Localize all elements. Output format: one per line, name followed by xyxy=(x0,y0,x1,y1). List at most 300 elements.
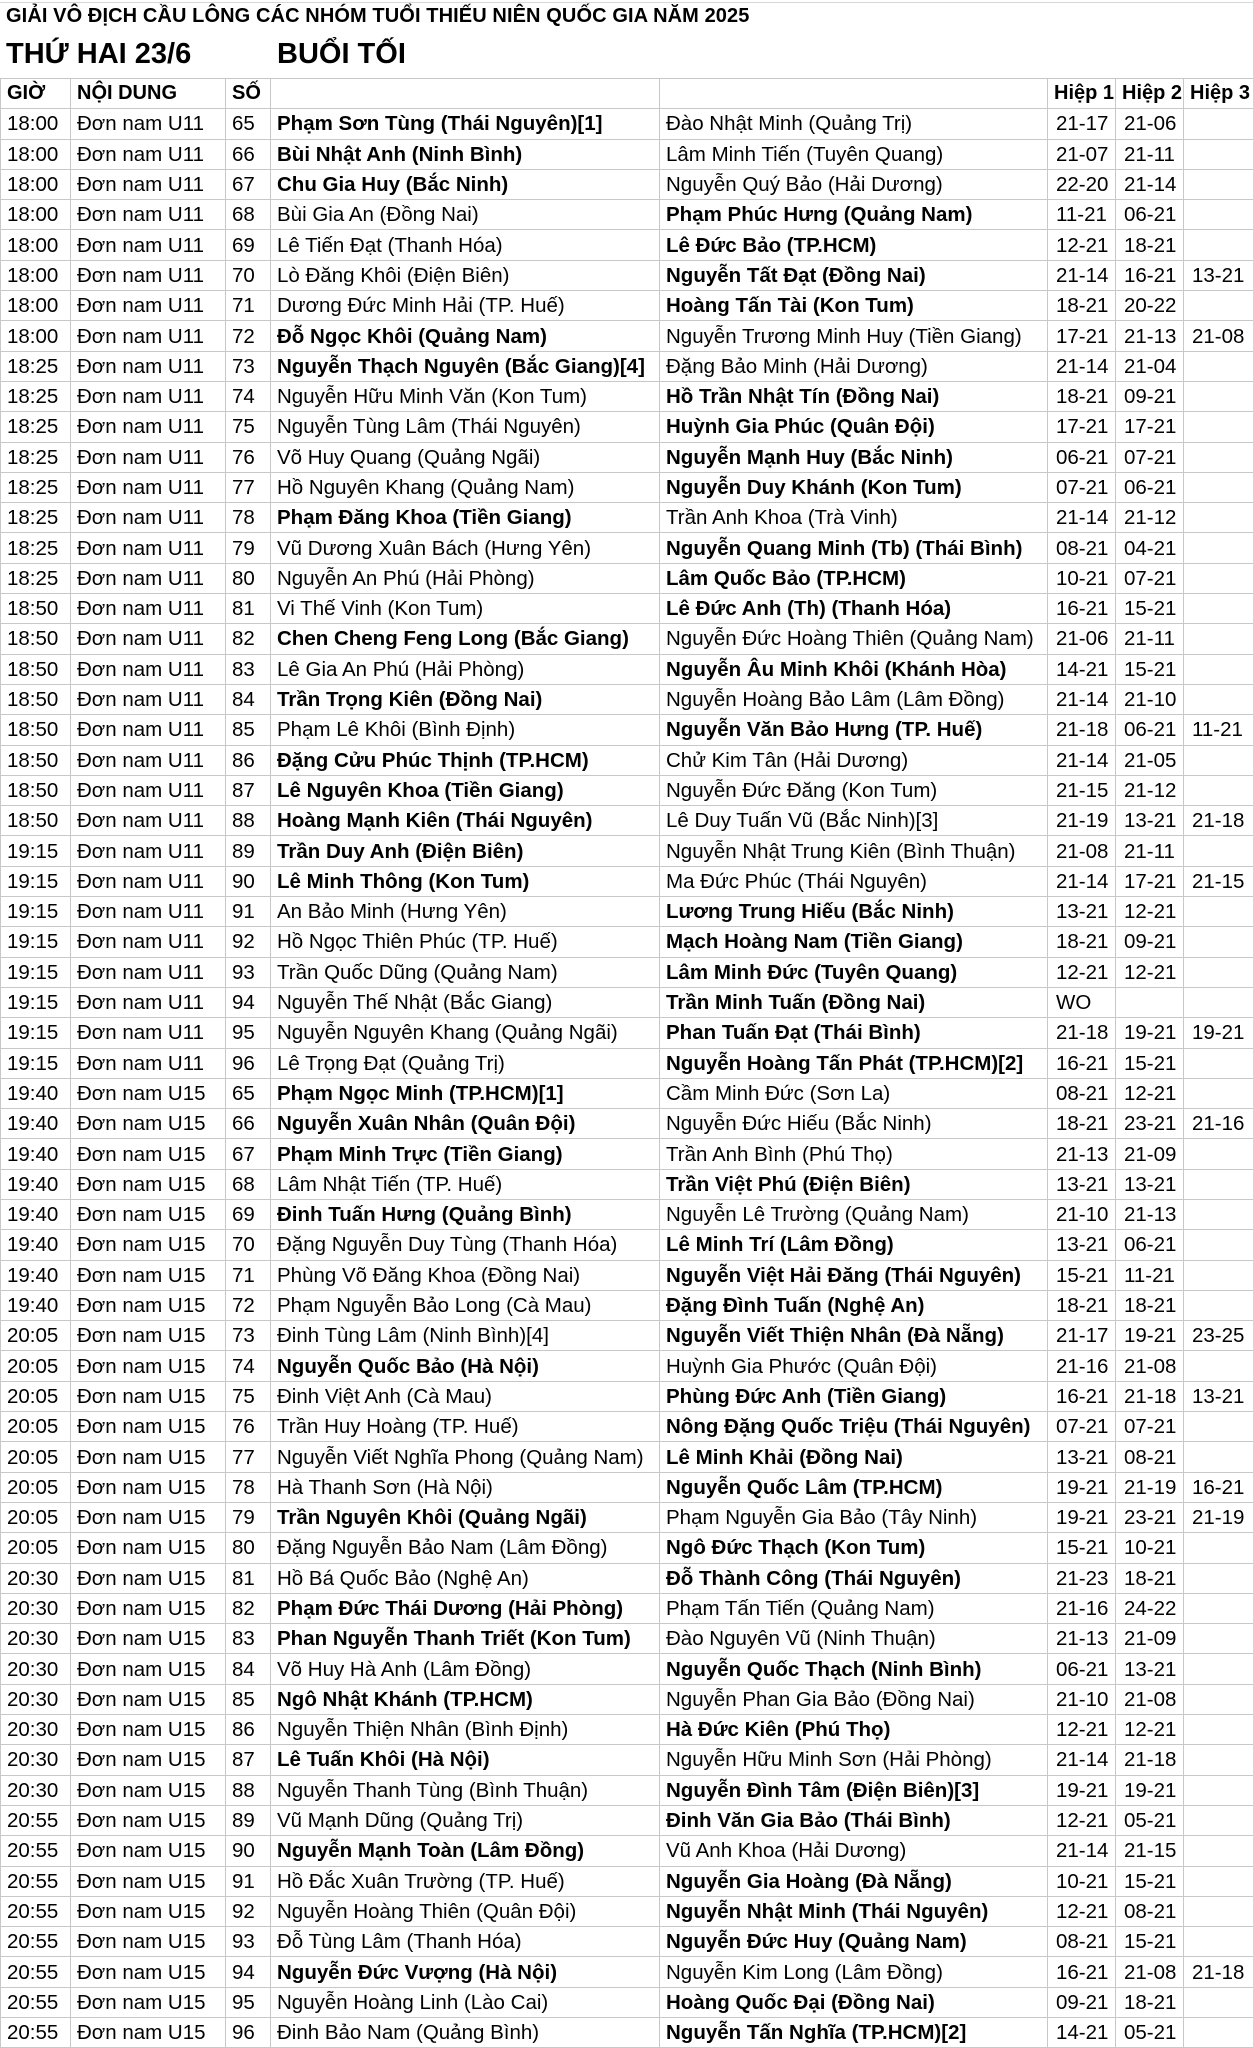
set2-score: 19-21 xyxy=(1116,1018,1184,1048)
match-time: 18:50 xyxy=(1,806,71,836)
match-time: 20:05 xyxy=(1,1442,71,1472)
match-number: 67 xyxy=(226,169,271,199)
set2-score: 21-08 xyxy=(1116,1351,1184,1381)
set1-score: 21-16 xyxy=(1048,1593,1116,1623)
match-time: 18:00 xyxy=(1,291,71,321)
set2-score: 08-21 xyxy=(1116,1896,1184,1926)
match-time: 20:30 xyxy=(1,1593,71,1623)
player2-name: Lê Minh Trí (Lâm Đồng) xyxy=(660,1230,1048,1260)
match-time: 20:05 xyxy=(1,1412,71,1442)
set3-score xyxy=(1184,2018,1253,2048)
match-time: 19:40 xyxy=(1,1109,71,1139)
match-number: 72 xyxy=(226,321,271,351)
player2-name: Lê Đức Anh (Th) (Thanh Hóa) xyxy=(660,594,1048,624)
player2-name: Trần Anh Khoa (Trà Vinh) xyxy=(660,503,1048,533)
set1-score: 08-21 xyxy=(1048,533,1116,563)
match-number: 80 xyxy=(226,563,271,593)
match-event: Đơn nam U15 xyxy=(71,1805,226,1835)
set3-score xyxy=(1184,987,1253,1017)
match-number: 92 xyxy=(226,927,271,957)
set3-score xyxy=(1184,442,1253,472)
match-time: 19:15 xyxy=(1,897,71,927)
player2-name: Nguyễn Kim Long (Lâm Đồng) xyxy=(660,1957,1048,1987)
set2-score: 04-21 xyxy=(1116,533,1184,563)
set1-score: 09-21 xyxy=(1048,1987,1116,2017)
match-time: 20:30 xyxy=(1,1715,71,1745)
set2-score: 07-21 xyxy=(1116,1412,1184,1442)
player1-name: Trần Quốc Dũng (Quảng Nam) xyxy=(271,957,660,987)
table-row xyxy=(1,139,1253,169)
set3-score xyxy=(1184,1715,1253,1745)
player1-name: Hồ Ngọc Thiên Phúc (TP. Huế) xyxy=(271,927,660,957)
player2-name: Lâm Quốc Bảo (TP.HCM) xyxy=(660,563,1048,593)
set2-score: 13-21 xyxy=(1116,1169,1184,1199)
match-number: 91 xyxy=(226,1866,271,1896)
match-number: 83 xyxy=(226,654,271,684)
match-time: 20:05 xyxy=(1,1533,71,1563)
match-event: Đơn nam U11 xyxy=(71,1018,226,1048)
match-number: 91 xyxy=(226,897,271,927)
table-row xyxy=(1,1109,1253,1139)
set2-score: 21-05 xyxy=(1116,745,1184,775)
player1-name: Phạm Sơn Tùng (Thái Nguyên)[1] xyxy=(271,109,660,139)
match-time: 18:50 xyxy=(1,624,71,654)
match-number: 88 xyxy=(226,1775,271,1805)
match-number: 77 xyxy=(226,1442,271,1472)
match-number: 93 xyxy=(226,1927,271,1957)
set1-score: 22-20 xyxy=(1048,169,1116,199)
match-event: Đơn nam U11 xyxy=(71,381,226,411)
set3-score: 19-21 xyxy=(1184,1018,1253,1048)
table-row xyxy=(1,563,1253,593)
set1-score: 18-21 xyxy=(1048,381,1116,411)
match-event: Đơn nam U11 xyxy=(71,684,226,714)
match-time: 18:25 xyxy=(1,442,71,472)
player2-name: Hồ Trần Nhật Tín (Đồng Nai) xyxy=(660,381,1048,411)
set3-score: 11-21 xyxy=(1184,715,1253,745)
set3-score xyxy=(1184,291,1253,321)
table-row xyxy=(1,1321,1253,1351)
set3-score xyxy=(1184,594,1253,624)
match-event: Đơn nam U15 xyxy=(71,1836,226,1866)
set3-score: 21-16 xyxy=(1184,1109,1253,1139)
set1-score: 12-21 xyxy=(1048,1896,1116,1926)
set2-score: 06-21 xyxy=(1116,1230,1184,1260)
match-number: 87 xyxy=(226,775,271,805)
player1-name: Lê Gia An Phú (Hải Phòng) xyxy=(271,654,660,684)
match-number: 96 xyxy=(226,2018,271,2048)
set2-score: 16-21 xyxy=(1116,260,1184,290)
set3-score xyxy=(1184,684,1253,714)
set2-score: 21-13 xyxy=(1116,1199,1184,1229)
table-row xyxy=(1,1684,1253,1714)
player2-name: Nguyễn Hoàng Tấn Phát (TP.HCM)[2] xyxy=(660,1048,1048,1078)
player2-name: Nguyễn Quý Bảo (Hải Dương) xyxy=(660,169,1048,199)
match-number: 83 xyxy=(226,1624,271,1654)
table-row xyxy=(1,381,1253,411)
match-event: Đơn nam U11 xyxy=(71,260,226,290)
table-row xyxy=(1,412,1253,442)
match-event: Đơn nam U15 xyxy=(71,2018,226,2048)
table-row xyxy=(1,684,1253,714)
match-time: 19:15 xyxy=(1,1048,71,1078)
table-row xyxy=(1,1866,1253,1896)
match-event: Đơn nam U11 xyxy=(71,169,226,199)
player2-name: Đào Nhật Minh (Quảng Trị) xyxy=(660,109,1048,139)
set3-score xyxy=(1184,412,1253,442)
match-time: 20:30 xyxy=(1,1745,71,1775)
table-row xyxy=(1,866,1253,896)
set2-score: 21-09 xyxy=(1116,1624,1184,1654)
table-row xyxy=(1,1563,1253,1593)
set2-score: 23-21 xyxy=(1116,1502,1184,1532)
match-event: Đơn nam U15 xyxy=(71,1412,226,1442)
match-time: 18:00 xyxy=(1,230,71,260)
player1-name: Lò Đăng Khôi (Điện Biên) xyxy=(271,260,660,290)
set1-score: 21-10 xyxy=(1048,1684,1116,1714)
match-event: Đơn nam U15 xyxy=(71,1230,226,1260)
set1-score: 18-21 xyxy=(1048,291,1116,321)
set3-score: 16-21 xyxy=(1184,1472,1253,1502)
table-row xyxy=(1,1624,1253,1654)
table-row xyxy=(1,594,1253,624)
set1-score: 21-14 xyxy=(1048,745,1116,775)
player2-name: Nguyễn Việt Hải Đăng (Thái Nguyên) xyxy=(660,1260,1048,1290)
table-row xyxy=(1,654,1253,684)
match-event: Đơn nam U11 xyxy=(71,230,226,260)
match-number: 85 xyxy=(226,715,271,745)
set3-score xyxy=(1184,503,1253,533)
table-row xyxy=(1,1199,1253,1229)
player2-name: Ma Đức Phúc (Thái Nguyên) xyxy=(660,866,1048,896)
player2-name: Phạm Tấn Tiến (Quảng Nam) xyxy=(660,1593,1048,1623)
player1-name: Phan Nguyễn Thanh Triết (Kon Tum) xyxy=(271,1624,660,1654)
match-number: 84 xyxy=(226,684,271,714)
table-row xyxy=(1,1533,1253,1563)
table-row xyxy=(1,624,1253,654)
set3-score xyxy=(1184,200,1253,230)
player2-name: Nguyễn Phan Gia Bảo (Đồng Nai) xyxy=(660,1684,1048,1714)
player1-name: Võ Huy Quang (Quảng Ngãi) xyxy=(271,442,660,472)
set2-score: 19-21 xyxy=(1116,1775,1184,1805)
set2-score: 15-21 xyxy=(1116,1927,1184,1957)
set3-score xyxy=(1184,1836,1253,1866)
match-number: 96 xyxy=(226,1048,271,1078)
table-row xyxy=(1,1351,1253,1381)
player1-name: Lê Tiến Đạt (Thanh Hóa) xyxy=(271,230,660,260)
match-event: Đơn nam U11 xyxy=(71,291,226,321)
match-number: 71 xyxy=(226,1260,271,1290)
header-time: GIỜ xyxy=(1,79,71,109)
set3-score: 23-25 xyxy=(1184,1321,1253,1351)
match-event: Đơn nam U15 xyxy=(71,1745,226,1775)
player2-name: Nguyễn Tấn Nghĩa (TP.HCM)[2] xyxy=(660,2018,1048,2048)
match-time: 20:55 xyxy=(1,2018,71,2048)
table-row xyxy=(1,897,1253,927)
match-event: Đơn nam U15 xyxy=(71,1715,226,1745)
match-event: Đơn nam U15 xyxy=(71,1957,226,1987)
table-row xyxy=(1,1412,1253,1442)
player2-name: Huỳnh Gia Phúc (Quân Đội) xyxy=(660,412,1048,442)
match-event: Đơn nam U15 xyxy=(71,1260,226,1290)
table-row xyxy=(1,442,1253,472)
set3-score xyxy=(1184,1199,1253,1229)
set2-score: 21-12 xyxy=(1116,775,1184,805)
match-time: 19:40 xyxy=(1,1169,71,1199)
set1-score: 21-14 xyxy=(1048,1836,1116,1866)
player2-name: Lê Duy Tuấn Vũ (Bắc Ninh)[3] xyxy=(660,806,1048,836)
set1-score: 14-21 xyxy=(1048,2018,1116,2048)
player1-name: Lâm Nhật Tiến (TP. Huế) xyxy=(271,1169,660,1199)
player2-name: Nguyễn Nhật Minh (Thái Nguyên) xyxy=(660,1896,1048,1926)
set2-score: 05-21 xyxy=(1116,2018,1184,2048)
player1-name: Vi Thế Vinh (Kon Tum) xyxy=(271,594,660,624)
match-number: 75 xyxy=(226,1381,271,1411)
player2-name: Đặng Đình Tuấn (Nghệ An) xyxy=(660,1290,1048,1320)
set1-score: 08-21 xyxy=(1048,1927,1116,1957)
table-row xyxy=(1,1927,1253,1957)
set1-score: 17-21 xyxy=(1048,321,1116,351)
set2-score: 06-21 xyxy=(1116,200,1184,230)
match-event: Đơn nam U15 xyxy=(71,1654,226,1684)
table-row xyxy=(1,1896,1253,1926)
set1-score: 11-21 xyxy=(1048,200,1116,230)
player2-name: Nguyễn Gia Hoàng (Đà Nẵng) xyxy=(660,1866,1048,1896)
player1-name: Đỗ Ngọc Khôi (Quảng Nam) xyxy=(271,321,660,351)
match-time: 19:40 xyxy=(1,1290,71,1320)
set3-score xyxy=(1184,381,1253,411)
match-number: 84 xyxy=(226,1654,271,1684)
player2-name: Đinh Văn Gia Bảo (Thái Bình) xyxy=(660,1805,1048,1835)
tournament-title: GIẢI VÔ ĐỊCH CẦU LÔNG CÁC NHÓM TUỔI THIẾU NIÊN QUỐC GIA NĂM 2025 xyxy=(6,5,750,27)
table-row xyxy=(1,1654,1253,1684)
set2-score: 12-21 xyxy=(1116,957,1184,987)
match-number: 79 xyxy=(226,1502,271,1532)
player1-name: Đỗ Tùng Lâm (Thanh Hóa) xyxy=(271,1927,660,1957)
match-event: Đơn nam U15 xyxy=(71,1593,226,1623)
player2-name: Đặng Bảo Minh (Hải Dương) xyxy=(660,351,1048,381)
match-number: 86 xyxy=(226,745,271,775)
table-row xyxy=(1,1502,1253,1532)
table-row xyxy=(1,836,1253,866)
player1-name: Bùi Gia An (Đồng Nai) xyxy=(271,200,660,230)
set1-score: 18-21 xyxy=(1048,1290,1116,1320)
table-row xyxy=(1,1260,1253,1290)
player1-name: Nguyễn Quốc Bảo (Hà Nội) xyxy=(271,1351,660,1381)
player2-name: Ngô Đức Thạch (Kon Tum) xyxy=(660,1533,1048,1563)
match-event: Đơn nam U15 xyxy=(71,1563,226,1593)
player1-name: Nguyễn Hoàng Thiên (Quân Đội) xyxy=(271,1896,660,1926)
set2-score: 19-21 xyxy=(1116,1321,1184,1351)
player1-name: Nguyễn Mạnh Toàn (Lâm Đồng) xyxy=(271,1836,660,1866)
set3-score xyxy=(1184,897,1253,927)
set2-score: 21-08 xyxy=(1116,1957,1184,1987)
set2-score: 06-21 xyxy=(1116,715,1184,745)
set3-score xyxy=(1184,1654,1253,1684)
set2-score: 15-21 xyxy=(1116,594,1184,624)
match-time: 20:55 xyxy=(1,1957,71,1987)
table-row xyxy=(1,260,1253,290)
set3-score xyxy=(1184,1351,1253,1381)
match-time: 18:50 xyxy=(1,654,71,684)
table-row xyxy=(1,1745,1253,1775)
match-event: Đơn nam U11 xyxy=(71,624,226,654)
set1-score: 16-21 xyxy=(1048,1048,1116,1078)
match-event: Đơn nam U11 xyxy=(71,533,226,563)
table-row xyxy=(1,1018,1253,1048)
player1-name: Nguyễn Hoàng Linh (Lào Cai) xyxy=(271,1987,660,2017)
table-row xyxy=(1,987,1253,1017)
set2-score: 21-19 xyxy=(1116,1472,1184,1502)
match-time: 20:55 xyxy=(1,1987,71,2017)
player2-name: Lương Trung Hiếu (Bắc Ninh) xyxy=(660,897,1048,927)
set3-score xyxy=(1184,1775,1253,1805)
player1-name: Phạm Lê Khôi (Bình Định) xyxy=(271,715,660,745)
player1-name: Đinh Bảo Nam (Quảng Bình) xyxy=(271,2018,660,2048)
match-table xyxy=(0,78,1253,2048)
table-row xyxy=(1,1593,1253,1623)
player2-name: Lâm Minh Đức (Tuyên Quang) xyxy=(660,957,1048,987)
player2-name: Nguyễn Văn Bảo Hưng (TP. Huế) xyxy=(660,715,1048,745)
player2-name: Đào Nguyên Vũ (Ninh Thuận) xyxy=(660,1624,1048,1654)
set2-score: 21-14 xyxy=(1116,169,1184,199)
player1-name: Đinh Tuấn Hưng (Quảng Bình) xyxy=(271,1199,660,1229)
set3-score xyxy=(1184,624,1253,654)
table-row xyxy=(1,321,1253,351)
set1-score: 15-21 xyxy=(1048,1260,1116,1290)
set1-score: 07-21 xyxy=(1048,1412,1116,1442)
player2-name: Nguyễn Duy Khánh (Kon Tum) xyxy=(660,472,1048,502)
set1-score: 21-16 xyxy=(1048,1351,1116,1381)
player1-name: Trần Duy Anh (Điện Biên) xyxy=(271,836,660,866)
set1-score: 21-13 xyxy=(1048,1139,1116,1169)
set2-score: 21-09 xyxy=(1116,1139,1184,1169)
player2-name: Nguyễn Đức Hiếu (Bắc Ninh) xyxy=(660,1109,1048,1139)
player1-name: Lê Tuấn Khôi (Hà Nội) xyxy=(271,1745,660,1775)
table-row xyxy=(1,1442,1253,1472)
match-event: Đơn nam U11 xyxy=(71,503,226,533)
player2-name: Phạm Phúc Hưng (Quảng Nam) xyxy=(660,200,1048,230)
match-event: Đơn nam U11 xyxy=(71,715,226,745)
set1-score: 13-21 xyxy=(1048,897,1116,927)
match-event: Đơn nam U15 xyxy=(71,1290,226,1320)
set1-score: 21-19 xyxy=(1048,806,1116,836)
match-number: 71 xyxy=(226,291,271,321)
player2-name: Phạm Nguyễn Gia Bảo (Tây Ninh) xyxy=(660,1502,1048,1532)
match-number: 79 xyxy=(226,533,271,563)
set1-score: 12-21 xyxy=(1048,957,1116,987)
set1-score: 19-21 xyxy=(1048,1472,1116,1502)
table-row xyxy=(1,1078,1253,1108)
match-event: Đơn nam U15 xyxy=(71,1775,226,1805)
set3-score xyxy=(1184,1442,1253,1472)
header-set2: Hiệp 2 xyxy=(1116,79,1184,109)
match-number: 75 xyxy=(226,412,271,442)
set3-score xyxy=(1184,169,1253,199)
match-time: 20:05 xyxy=(1,1321,71,1351)
table-row xyxy=(1,1472,1253,1502)
player2-name: Nguyễn Đức Hoàng Thiên (Quảng Nam) xyxy=(660,624,1048,654)
player1-name: Nguyễn Tùng Lâm (Thái Nguyên) xyxy=(271,412,660,442)
set1-score: 19-21 xyxy=(1048,1775,1116,1805)
match-time: 20:05 xyxy=(1,1351,71,1381)
player1-name: Hà Thanh Sơn (Hà Nội) xyxy=(271,1472,660,1502)
match-time: 20:55 xyxy=(1,1927,71,1957)
match-event: Đơn nam U15 xyxy=(71,1684,226,1714)
set1-score: 21-13 xyxy=(1048,1624,1116,1654)
player2-name: Nông Đặng Quốc Triệu (Thái Nguyên) xyxy=(660,1412,1048,1442)
player1-name: Trần Nguyên Khôi (Quảng Ngãi) xyxy=(271,1502,660,1532)
match-number: 67 xyxy=(226,1139,271,1169)
header-player1 xyxy=(271,79,660,109)
match-time: 18:25 xyxy=(1,472,71,502)
header-number: SỐ xyxy=(226,79,271,109)
set2-score: 10-21 xyxy=(1116,1533,1184,1563)
match-event: Đơn nam U15 xyxy=(71,1533,226,1563)
match-time: 19:15 xyxy=(1,957,71,987)
match-time: 18:50 xyxy=(1,715,71,745)
set1-score: WO xyxy=(1048,987,1116,1017)
set3-score xyxy=(1184,230,1253,260)
match-number: 92 xyxy=(226,1896,271,1926)
player1-name: Nguyễn Xuân Nhân (Quân Đội) xyxy=(271,1109,660,1139)
header-set3: Hiệp 3 xyxy=(1184,79,1253,109)
set3-score xyxy=(1184,1927,1253,1957)
table-row xyxy=(1,1139,1253,1169)
match-time: 19:40 xyxy=(1,1199,71,1229)
player1-name: Bùi Nhật Anh (Ninh Bình) xyxy=(271,139,660,169)
set2-score: 18-21 xyxy=(1116,230,1184,260)
table-row xyxy=(1,775,1253,805)
player2-name: Nguyễn Hoàng Bảo Lâm (Lâm Đồng) xyxy=(660,684,1048,714)
player2-name: Nguyễn Lê Trường (Quảng Nam) xyxy=(660,1199,1048,1229)
set1-score: 07-21 xyxy=(1048,472,1116,502)
player1-name: Võ Huy Hà Anh (Lâm Đồng) xyxy=(271,1654,660,1684)
player2-name: Nguyễn Viết Thiện Nhân (Đà Nẵng) xyxy=(660,1321,1048,1351)
player1-name: Phạm Minh Trực (Tiền Giang) xyxy=(271,1139,660,1169)
set3-score xyxy=(1184,1169,1253,1199)
player1-name: Nguyễn Thiện Nhân (Bình Định) xyxy=(271,1715,660,1745)
player1-name: Hồ Đắc Xuân Trường (TP. Huế) xyxy=(271,1866,660,1896)
set3-score xyxy=(1184,927,1253,957)
set1-score: 16-21 xyxy=(1048,1957,1116,1987)
set1-score: 21-15 xyxy=(1048,775,1116,805)
player2-name: Trần Minh Tuấn (Đồng Nai) xyxy=(660,987,1048,1017)
set2-score: 21-11 xyxy=(1116,836,1184,866)
match-number: 68 xyxy=(226,1169,271,1199)
set3-score: 21-18 xyxy=(1184,806,1253,836)
table-row xyxy=(1,1775,1253,1805)
set1-score: 21-14 xyxy=(1048,866,1116,896)
table-row xyxy=(1,503,1253,533)
set2-score: 18-21 xyxy=(1116,1987,1184,2017)
match-number: 65 xyxy=(226,1078,271,1108)
player1-name: An Bảo Minh (Hưng Yên) xyxy=(271,897,660,927)
set1-score: 13-21 xyxy=(1048,1442,1116,1472)
header-set1: Hiệp 1 xyxy=(1048,79,1116,109)
player1-name: Nguyễn Đức Vượng (Hà Nội) xyxy=(271,1957,660,1987)
player2-name: Nguyễn Âu Minh Khôi (Khánh Hòa) xyxy=(660,654,1048,684)
table-row xyxy=(1,1987,1253,2017)
match-event: Đơn nam U15 xyxy=(71,1442,226,1472)
match-number: 73 xyxy=(226,1321,271,1351)
set3-score xyxy=(1184,1230,1253,1260)
set2-score: 07-21 xyxy=(1116,563,1184,593)
table-row xyxy=(1,957,1253,987)
player2-name: Nguyễn Quốc Lâm (TP.HCM) xyxy=(660,1472,1048,1502)
set3-score xyxy=(1184,957,1253,987)
set3-score xyxy=(1184,1563,1253,1593)
